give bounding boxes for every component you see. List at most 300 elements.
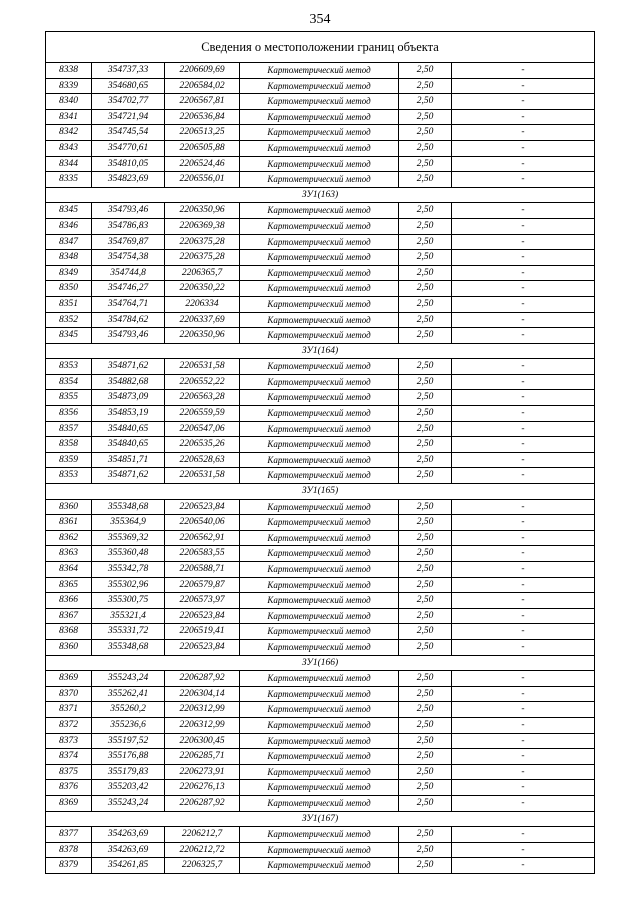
x-coordinate-cell: 354261,85 bbox=[92, 858, 165, 874]
accuracy-cell: 2,50 bbox=[399, 530, 452, 546]
note-cell: - bbox=[452, 562, 595, 578]
note-cell: - bbox=[452, 593, 595, 609]
y-coordinate-cell: 2206523,84 bbox=[165, 608, 240, 624]
table-row bbox=[46, 546, 595, 562]
accuracy-cell: 2,50 bbox=[399, 468, 452, 484]
note-cell: - bbox=[452, 109, 595, 125]
table-row bbox=[46, 234, 595, 250]
point-number-cell: 8370 bbox=[46, 686, 92, 702]
method-cell: Картометрический метод bbox=[240, 624, 399, 640]
note-cell: - bbox=[452, 359, 595, 375]
note-cell: - bbox=[452, 827, 595, 843]
accuracy-cell: 2,50 bbox=[399, 374, 452, 390]
section-heading: ЗУ1(165) bbox=[46, 484, 595, 500]
y-coordinate-cell: 2206312,99 bbox=[165, 717, 240, 733]
note-cell: - bbox=[452, 125, 595, 141]
accuracy-cell: 2,50 bbox=[399, 421, 452, 437]
method-cell: Картометрический метод bbox=[240, 203, 399, 219]
boundary-table bbox=[45, 31, 595, 874]
method-cell: Картометрический метод bbox=[240, 296, 399, 312]
accuracy-cell: 2,50 bbox=[399, 78, 452, 94]
accuracy-cell: 2,50 bbox=[399, 94, 452, 110]
point-number-cell: 8356 bbox=[46, 406, 92, 422]
table-title-row bbox=[46, 32, 595, 63]
y-coordinate-cell: 2206535,26 bbox=[165, 437, 240, 453]
x-coordinate-cell: 355179,83 bbox=[92, 764, 165, 780]
note-cell: - bbox=[452, 749, 595, 765]
section-row bbox=[46, 811, 595, 827]
point-number-cell: 8372 bbox=[46, 717, 92, 733]
accuracy-cell: 2,50 bbox=[399, 203, 452, 219]
method-cell: Картометрический метод bbox=[240, 156, 399, 172]
note-cell: - bbox=[452, 203, 595, 219]
point-number-cell: 8339 bbox=[46, 78, 92, 94]
y-coordinate-cell: 2206540,06 bbox=[165, 515, 240, 531]
method-cell: Картометрический метод bbox=[240, 702, 399, 718]
table-row bbox=[46, 624, 595, 640]
accuracy-cell: 2,50 bbox=[399, 686, 452, 702]
x-coordinate-cell: 355342,78 bbox=[92, 562, 165, 578]
method-cell: Картометрический метод bbox=[240, 218, 399, 234]
method-cell: Картометрический метод bbox=[240, 63, 399, 79]
accuracy-cell: 2,50 bbox=[399, 562, 452, 578]
method-cell: Картометрический метод bbox=[240, 94, 399, 110]
accuracy-cell: 2,50 bbox=[399, 390, 452, 406]
accuracy-cell: 2,50 bbox=[399, 671, 452, 687]
section-heading: ЗУ1(167) bbox=[46, 811, 595, 827]
table-row bbox=[46, 140, 595, 156]
method-cell: Картометрический метод bbox=[240, 109, 399, 125]
note-cell: - bbox=[452, 764, 595, 780]
x-coordinate-cell: 354764,71 bbox=[92, 296, 165, 312]
y-coordinate-cell: 2206375,28 bbox=[165, 234, 240, 250]
note-cell: - bbox=[452, 250, 595, 266]
accuracy-cell: 2,50 bbox=[399, 281, 452, 297]
x-coordinate-cell: 354810,05 bbox=[92, 156, 165, 172]
section-heading: ЗУ1(166) bbox=[46, 655, 595, 671]
point-number-cell: 8374 bbox=[46, 749, 92, 765]
table-row bbox=[46, 608, 595, 624]
point-number-cell: 8365 bbox=[46, 577, 92, 593]
method-cell: Картометрический метод bbox=[240, 452, 399, 468]
accuracy-cell: 2,50 bbox=[399, 452, 452, 468]
method-cell: Картометрический метод bbox=[240, 172, 399, 188]
accuracy-cell: 2,50 bbox=[399, 842, 452, 858]
point-number-cell: 8345 bbox=[46, 328, 92, 344]
table-row bbox=[46, 702, 595, 718]
x-coordinate-cell: 354793,46 bbox=[92, 328, 165, 344]
note-cell: - bbox=[452, 437, 595, 453]
table-row bbox=[46, 359, 595, 375]
y-coordinate-cell: 2206584,02 bbox=[165, 78, 240, 94]
table-title: Сведения о местоположении границ объекта bbox=[46, 32, 595, 63]
method-cell: Картометрический метод bbox=[240, 265, 399, 281]
table-row bbox=[46, 842, 595, 858]
accuracy-cell: 2,50 bbox=[399, 218, 452, 234]
y-coordinate-cell: 2206285,71 bbox=[165, 749, 240, 765]
y-coordinate-cell: 2206531,58 bbox=[165, 468, 240, 484]
accuracy-cell: 2,50 bbox=[399, 140, 452, 156]
point-number-cell: 8377 bbox=[46, 827, 92, 843]
table-row bbox=[46, 172, 595, 188]
accuracy-cell: 2,50 bbox=[399, 577, 452, 593]
point-number-cell: 8352 bbox=[46, 312, 92, 328]
point-number-cell: 8359 bbox=[46, 452, 92, 468]
table-row bbox=[46, 468, 595, 484]
point-number-cell: 8378 bbox=[46, 842, 92, 858]
method-cell: Картометрический метод bbox=[240, 125, 399, 141]
point-number-cell: 8350 bbox=[46, 281, 92, 297]
accuracy-cell: 2,50 bbox=[399, 624, 452, 640]
note-cell: - bbox=[452, 858, 595, 874]
x-coordinate-cell: 354882,68 bbox=[92, 374, 165, 390]
accuracy-cell: 2,50 bbox=[399, 296, 452, 312]
note-cell: - bbox=[452, 608, 595, 624]
accuracy-cell: 2,50 bbox=[399, 437, 452, 453]
point-number-cell: 8369 bbox=[46, 671, 92, 687]
y-coordinate-cell: 2206567,81 bbox=[165, 94, 240, 110]
method-cell: Картометрический метод bbox=[240, 608, 399, 624]
table-row bbox=[46, 63, 595, 79]
point-number-cell: 8371 bbox=[46, 702, 92, 718]
note-cell: - bbox=[452, 639, 595, 655]
x-coordinate-cell: 354263,69 bbox=[92, 827, 165, 843]
table-row bbox=[46, 437, 595, 453]
table-row bbox=[46, 749, 595, 765]
x-coordinate-cell: 354770,61 bbox=[92, 140, 165, 156]
x-coordinate-cell: 354784,62 bbox=[92, 312, 165, 328]
table-row bbox=[46, 218, 595, 234]
x-coordinate-cell: 355348,68 bbox=[92, 499, 165, 515]
note-cell: - bbox=[452, 234, 595, 250]
note-cell: - bbox=[452, 218, 595, 234]
point-number-cell: 8363 bbox=[46, 546, 92, 562]
y-coordinate-cell: 2206536,84 bbox=[165, 109, 240, 125]
note-cell: - bbox=[452, 421, 595, 437]
accuracy-cell: 2,50 bbox=[399, 780, 452, 796]
y-coordinate-cell: 2206273,91 bbox=[165, 764, 240, 780]
x-coordinate-cell: 355203,42 bbox=[92, 780, 165, 796]
accuracy-cell: 2,50 bbox=[399, 265, 452, 281]
accuracy-cell: 2,50 bbox=[399, 717, 452, 733]
accuracy-cell: 2,50 bbox=[399, 63, 452, 79]
table-row bbox=[46, 109, 595, 125]
table-row bbox=[46, 764, 595, 780]
method-cell: Картометрический метод bbox=[240, 281, 399, 297]
table-row bbox=[46, 203, 595, 219]
note-cell: - bbox=[452, 795, 595, 811]
y-coordinate-cell: 2206350,22 bbox=[165, 281, 240, 297]
point-number-cell: 8349 bbox=[46, 265, 92, 281]
table-row bbox=[46, 795, 595, 811]
table-row bbox=[46, 577, 595, 593]
x-coordinate-cell: 354823,69 bbox=[92, 172, 165, 188]
page-number: 354 bbox=[309, 12, 331, 27]
accuracy-cell: 2,50 bbox=[399, 125, 452, 141]
y-coordinate-cell: 2206276,13 bbox=[165, 780, 240, 796]
y-coordinate-cell: 2206528,63 bbox=[165, 452, 240, 468]
point-number-cell: 8353 bbox=[46, 359, 92, 375]
y-coordinate-cell: 2206375,28 bbox=[165, 250, 240, 266]
y-coordinate-cell: 2206325,7 bbox=[165, 858, 240, 874]
y-coordinate-cell: 2206505,88 bbox=[165, 140, 240, 156]
x-coordinate-cell: 355176,88 bbox=[92, 749, 165, 765]
note-cell: - bbox=[452, 406, 595, 422]
x-coordinate-cell: 355364,9 bbox=[92, 515, 165, 531]
note-cell: - bbox=[452, 452, 595, 468]
x-coordinate-cell: 355236,6 bbox=[92, 717, 165, 733]
method-cell: Картометрический метод bbox=[240, 515, 399, 531]
method-cell: Картометрический метод bbox=[240, 359, 399, 375]
point-number-cell: 8348 bbox=[46, 250, 92, 266]
y-coordinate-cell: 2206583,55 bbox=[165, 546, 240, 562]
section-row bbox=[46, 187, 595, 203]
point-number-cell: 8340 bbox=[46, 94, 92, 110]
note-cell: - bbox=[452, 780, 595, 796]
note-cell: - bbox=[452, 63, 595, 79]
y-coordinate-cell: 2206334 bbox=[165, 296, 240, 312]
note-cell: - bbox=[452, 374, 595, 390]
x-coordinate-cell: 354840,65 bbox=[92, 421, 165, 437]
y-coordinate-cell: 2206312,99 bbox=[165, 702, 240, 718]
x-coordinate-cell: 355260,2 bbox=[92, 702, 165, 718]
method-cell: Картометрический метод bbox=[240, 546, 399, 562]
x-coordinate-cell: 355369,32 bbox=[92, 530, 165, 546]
point-number-cell: 8341 bbox=[46, 109, 92, 125]
method-cell: Картометрический метод bbox=[240, 328, 399, 344]
method-cell: Картометрический метод bbox=[240, 390, 399, 406]
y-coordinate-cell: 2206365,7 bbox=[165, 265, 240, 281]
note-cell: - bbox=[452, 296, 595, 312]
x-coordinate-cell: 354873,09 bbox=[92, 390, 165, 406]
table-row bbox=[46, 156, 595, 172]
table-row bbox=[46, 265, 595, 281]
table-row bbox=[46, 686, 595, 702]
table-row bbox=[46, 390, 595, 406]
table-row bbox=[46, 515, 595, 531]
table-row bbox=[46, 125, 595, 141]
note-cell: - bbox=[452, 468, 595, 484]
method-cell: Картометрический метод bbox=[240, 795, 399, 811]
x-coordinate-cell: 354746,27 bbox=[92, 281, 165, 297]
x-coordinate-cell: 354737,33 bbox=[92, 63, 165, 79]
section-heading: ЗУ1(163) bbox=[46, 187, 595, 203]
table-row bbox=[46, 406, 595, 422]
point-number-cell: 8357 bbox=[46, 421, 92, 437]
point-number-cell: 8342 bbox=[46, 125, 92, 141]
accuracy-cell: 2,50 bbox=[399, 109, 452, 125]
method-cell: Картометрический метод bbox=[240, 686, 399, 702]
note-cell: - bbox=[452, 546, 595, 562]
point-number-cell: 8355 bbox=[46, 390, 92, 406]
y-coordinate-cell: 2206609,69 bbox=[165, 63, 240, 79]
method-cell: Картометрический метод bbox=[240, 374, 399, 390]
method-cell: Картометрический метод bbox=[240, 733, 399, 749]
accuracy-cell: 2,50 bbox=[399, 234, 452, 250]
method-cell: Картометрический метод bbox=[240, 671, 399, 687]
point-number-cell: 8362 bbox=[46, 530, 92, 546]
method-cell: Картометрический метод bbox=[240, 406, 399, 422]
table-row bbox=[46, 452, 595, 468]
method-cell: Картометрический метод bbox=[240, 530, 399, 546]
point-number-cell: 8369 bbox=[46, 795, 92, 811]
table-row bbox=[46, 250, 595, 266]
method-cell: Картометрический метод bbox=[240, 780, 399, 796]
method-cell: Картометрический метод bbox=[240, 312, 399, 328]
note-cell: - bbox=[452, 78, 595, 94]
note-cell: - bbox=[452, 686, 595, 702]
y-coordinate-cell: 2206287,92 bbox=[165, 795, 240, 811]
point-number-cell: 8376 bbox=[46, 780, 92, 796]
note-cell: - bbox=[452, 717, 595, 733]
x-coordinate-cell: 354680,65 bbox=[92, 78, 165, 94]
accuracy-cell: 2,50 bbox=[399, 795, 452, 811]
point-number-cell: 8351 bbox=[46, 296, 92, 312]
method-cell: Картометрический метод bbox=[240, 593, 399, 609]
point-number-cell: 8344 bbox=[46, 156, 92, 172]
point-number-cell: 8343 bbox=[46, 140, 92, 156]
point-number-cell: 8360 bbox=[46, 499, 92, 515]
table-row bbox=[46, 296, 595, 312]
point-number-cell: 8361 bbox=[46, 515, 92, 531]
x-coordinate-cell: 355321,4 bbox=[92, 608, 165, 624]
accuracy-cell: 2,50 bbox=[399, 858, 452, 874]
y-coordinate-cell: 2206300,45 bbox=[165, 733, 240, 749]
method-cell: Картометрический метод bbox=[240, 842, 399, 858]
y-coordinate-cell: 2206350,96 bbox=[165, 203, 240, 219]
x-coordinate-cell: 354840,65 bbox=[92, 437, 165, 453]
section-heading: ЗУ1(164) bbox=[46, 343, 595, 359]
point-number-cell: 8338 bbox=[46, 63, 92, 79]
x-coordinate-cell: 354793,46 bbox=[92, 203, 165, 219]
x-coordinate-cell: 354871,62 bbox=[92, 468, 165, 484]
y-coordinate-cell: 2206519,41 bbox=[165, 624, 240, 640]
section-row bbox=[46, 343, 595, 359]
note-cell: - bbox=[452, 328, 595, 344]
table-row bbox=[46, 421, 595, 437]
accuracy-cell: 2,50 bbox=[399, 312, 452, 328]
accuracy-cell: 2,50 bbox=[399, 639, 452, 655]
note-cell: - bbox=[452, 577, 595, 593]
table-row bbox=[46, 499, 595, 515]
point-number-cell: 8354 bbox=[46, 374, 92, 390]
point-number-cell: 8346 bbox=[46, 218, 92, 234]
y-coordinate-cell: 2206573,97 bbox=[165, 593, 240, 609]
y-coordinate-cell: 2206523,84 bbox=[165, 639, 240, 655]
table-row bbox=[46, 827, 595, 843]
y-coordinate-cell: 2206559,59 bbox=[165, 406, 240, 422]
y-coordinate-cell: 2206547,06 bbox=[165, 421, 240, 437]
table-row bbox=[46, 78, 595, 94]
y-coordinate-cell: 2206212,7 bbox=[165, 827, 240, 843]
table-row bbox=[46, 733, 595, 749]
note-cell: - bbox=[452, 140, 595, 156]
point-number-cell: 8358 bbox=[46, 437, 92, 453]
x-coordinate-cell: 354853,19 bbox=[92, 406, 165, 422]
method-cell: Картометрический метод bbox=[240, 639, 399, 655]
accuracy-cell: 2,50 bbox=[399, 764, 452, 780]
note-cell: - bbox=[452, 94, 595, 110]
accuracy-cell: 2,50 bbox=[399, 172, 452, 188]
y-coordinate-cell: 2206531,58 bbox=[165, 359, 240, 375]
method-cell: Картометрический метод bbox=[240, 421, 399, 437]
x-coordinate-cell: 355331,72 bbox=[92, 624, 165, 640]
note-cell: - bbox=[452, 312, 595, 328]
x-coordinate-cell: 354769,87 bbox=[92, 234, 165, 250]
point-number-cell: 8360 bbox=[46, 639, 92, 655]
table-row bbox=[46, 593, 595, 609]
table-row bbox=[46, 671, 595, 687]
point-number-cell: 8353 bbox=[46, 468, 92, 484]
x-coordinate-cell: 355197,52 bbox=[92, 733, 165, 749]
note-cell: - bbox=[452, 733, 595, 749]
method-cell: Картометрический метод bbox=[240, 78, 399, 94]
note-cell: - bbox=[452, 530, 595, 546]
accuracy-cell: 2,50 bbox=[399, 406, 452, 422]
y-coordinate-cell: 2206513,25 bbox=[165, 125, 240, 141]
y-coordinate-cell: 2206556,01 bbox=[165, 172, 240, 188]
accuracy-cell: 2,50 bbox=[399, 250, 452, 266]
y-coordinate-cell: 2206304,14 bbox=[165, 686, 240, 702]
method-cell: Картометрический метод bbox=[240, 749, 399, 765]
table-row bbox=[46, 374, 595, 390]
table-row bbox=[46, 530, 595, 546]
table-row bbox=[46, 717, 595, 733]
point-number-cell: 8375 bbox=[46, 764, 92, 780]
accuracy-cell: 2,50 bbox=[399, 608, 452, 624]
note-cell: - bbox=[452, 671, 595, 687]
accuracy-cell: 2,50 bbox=[399, 733, 452, 749]
x-coordinate-cell: 355262,41 bbox=[92, 686, 165, 702]
table-row bbox=[46, 281, 595, 297]
y-coordinate-cell: 2206523,84 bbox=[165, 499, 240, 515]
accuracy-cell: 2,50 bbox=[399, 702, 452, 718]
method-cell: Картометрический метод bbox=[240, 250, 399, 266]
x-coordinate-cell: 354745,54 bbox=[92, 125, 165, 141]
section-row bbox=[46, 484, 595, 500]
accuracy-cell: 2,50 bbox=[399, 827, 452, 843]
accuracy-cell: 2,50 bbox=[399, 546, 452, 562]
note-cell: - bbox=[452, 265, 595, 281]
x-coordinate-cell: 354702,77 bbox=[92, 94, 165, 110]
note-cell: - bbox=[452, 842, 595, 858]
x-coordinate-cell: 354851,71 bbox=[92, 452, 165, 468]
accuracy-cell: 2,50 bbox=[399, 593, 452, 609]
y-coordinate-cell: 2206369,38 bbox=[165, 218, 240, 234]
table-row bbox=[46, 328, 595, 344]
y-coordinate-cell: 2206579,87 bbox=[165, 577, 240, 593]
point-number-cell: 8367 bbox=[46, 608, 92, 624]
boundary-table-body bbox=[46, 32, 595, 874]
y-coordinate-cell: 2206552,22 bbox=[165, 374, 240, 390]
x-coordinate-cell: 355348,68 bbox=[92, 639, 165, 655]
table-row bbox=[46, 94, 595, 110]
y-coordinate-cell: 2206524,46 bbox=[165, 156, 240, 172]
x-coordinate-cell: 355302,96 bbox=[92, 577, 165, 593]
y-coordinate-cell: 2206337,69 bbox=[165, 312, 240, 328]
x-coordinate-cell: 355243,24 bbox=[92, 671, 165, 687]
note-cell: - bbox=[452, 515, 595, 531]
x-coordinate-cell: 355300,75 bbox=[92, 593, 165, 609]
method-cell: Картометрический метод bbox=[240, 764, 399, 780]
point-number-cell: 8335 bbox=[46, 172, 92, 188]
point-number-cell: 8364 bbox=[46, 562, 92, 578]
x-coordinate-cell: 354263,69 bbox=[92, 842, 165, 858]
accuracy-cell: 2,50 bbox=[399, 749, 452, 765]
point-number-cell: 8379 bbox=[46, 858, 92, 874]
table-row bbox=[46, 780, 595, 796]
point-number-cell: 8368 bbox=[46, 624, 92, 640]
